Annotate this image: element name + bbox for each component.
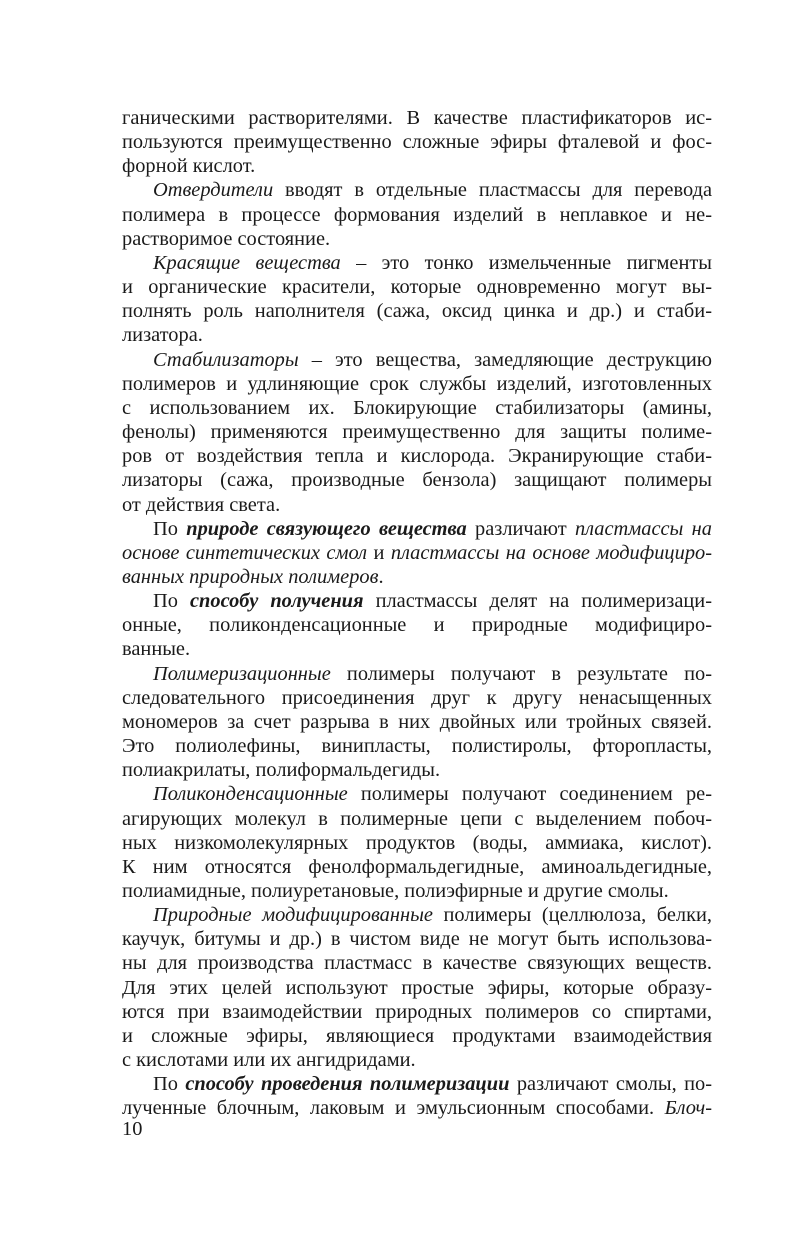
text-run: онные, поликонденсационные и природные модифициро- (122, 614, 712, 637)
text-run: различают (466, 517, 575, 540)
text-line (122, 686, 712, 710)
text-run: – это тонко измельченные пигменты (340, 251, 712, 274)
text-run: полимеры получают соединением ре- (347, 783, 712, 806)
text-run: По (153, 517, 187, 540)
text-line (122, 468, 712, 492)
text-line (122, 1000, 712, 1024)
text-line (122, 565, 712, 589)
text-run: следовательного присоединения друг к другу ненасыщенных (122, 686, 712, 709)
page-body-text (122, 106, 712, 1121)
text-run: Это полиолефины, винипласты, полистиролы, фторопласты, (122, 735, 712, 758)
text-run: мономеров за счет разрыва в них двойных или тройных связей. (122, 710, 712, 733)
text-run: ганическими растворителями. В качестве пластификаторов ис- (122, 107, 712, 129)
text-line (122, 299, 712, 323)
text-run: По (153, 590, 190, 613)
text-run: Для этих целей используют простые эфиры, которые образу- (122, 976, 712, 999)
text-run: По (153, 1073, 186, 1096)
italic-term: Полимеризационные (153, 662, 331, 685)
text-line (122, 227, 712, 251)
text-run: лученные блочным, лаковым и эмульсионным способами. (122, 1097, 665, 1120)
text-line (122, 372, 712, 396)
text-run: ванные. (122, 638, 191, 661)
text-run: форной кислот. (122, 155, 256, 178)
text-run: . (378, 565, 384, 588)
text-line (122, 130, 712, 154)
text-run: и сложные эфиры, являющиеся продуктами взаимодействия (122, 1024, 712, 1047)
text-line (122, 807, 712, 831)
text-line (122, 613, 712, 637)
text-line (122, 927, 712, 951)
text-run: растворимое состояние. (122, 227, 331, 250)
text-line (122, 831, 712, 855)
text-run: – это вещества, замедляющие деструкцию (298, 348, 712, 371)
text-line (122, 662, 712, 686)
text-line (122, 758, 712, 782)
text-run: лизатора. (122, 324, 203, 347)
text-run: различают смолы, по- (509, 1073, 712, 1096)
italic-term: Блоч- (664, 1097, 712, 1120)
text-run: полиакрилаты, полиформальдегиды. (122, 759, 441, 782)
text-run: агирующих молекул в полимерные цепи с выделением побоч- (122, 807, 712, 830)
text-run: ных низкомолекулярных продуктов (воды, аммиака, кислот). (122, 831, 712, 854)
text-line (122, 855, 712, 879)
text-line (122, 976, 712, 1000)
text-run: от действия света. (122, 493, 281, 516)
italic-term: пластмассы на основе модифициро- (390, 541, 712, 564)
text-line (122, 396, 712, 420)
text-line (122, 154, 712, 178)
text-line (122, 710, 712, 734)
text-line (122, 1024, 712, 1048)
text-line (122, 879, 712, 903)
text-line (122, 1096, 712, 1120)
text-run: и (367, 541, 391, 564)
italic-term: Стабилизаторы (153, 348, 299, 371)
text-line (122, 275, 712, 299)
text-line (122, 951, 712, 975)
text-line (122, 444, 712, 468)
text-run: каучук, битумы и др.) в чистом виде не могут быть использова- (122, 928, 712, 951)
text-run: полимеров и удлиняющие срок службы изделий, изготовленных (122, 372, 712, 395)
bold-italic-term: способу получения (189, 590, 364, 613)
text-line (122, 782, 712, 806)
italic-term: ванных природных полимеров (122, 565, 379, 588)
text-run: вводят в отдельные пластмассы для перевода (273, 179, 712, 202)
text-run: полнять роль наполнителя (сажа, оксид цинка и др.) и стаби- (122, 300, 712, 323)
text-line (122, 203, 712, 227)
text-line (122, 637, 712, 661)
text-line (122, 734, 712, 758)
text-line (122, 903, 712, 927)
text-run: К ним относятся фенолформальдегидные, аминоальдегидные, (122, 855, 712, 878)
text-run: с использованием их. Блокирующие стабилизаторы (амины, (122, 396, 712, 419)
text-run: лизаторы (сажа, производные бензола) защищают полимеры (122, 469, 712, 492)
text-run: полимеры получают в результате по- (330, 662, 712, 685)
text-run: ются при взаимодействии природных полимеров со спиртами, (122, 1000, 712, 1023)
text-line (122, 1072, 712, 1096)
italic-term: пластмассы на (574, 517, 712, 540)
text-run: и органические красители, которые одновременно могут вы- (122, 276, 712, 299)
text-run: пользуются преимущественно сложные эфиры фталевой и фос- (122, 131, 712, 154)
text-line (122, 348, 712, 372)
text-line (122, 493, 712, 517)
italic-term: Красящие вещества (153, 251, 341, 274)
text-run: с кислотами или их ангидридами. (122, 1049, 416, 1072)
italic-term: Поликонденсационные (153, 783, 348, 806)
text-line (122, 251, 712, 275)
text-run: ны для производства пластмасс в качестве связующих веществ. (122, 952, 712, 975)
text-line (122, 541, 712, 565)
italic-term: Отвердители (153, 179, 274, 202)
italic-term: основе синтетических смол (122, 541, 368, 564)
text-run: полиамидные, полиуретановые, полиэфирные и другие смолы. (122, 880, 669, 902)
text-line (122, 106, 712, 130)
italic-term: Природные модифицированные (153, 904, 433, 927)
text-run: ров от воздействия тепла и кислорода. Экранирующие стаби- (122, 445, 712, 468)
text-run: пластмассы делят на полимеризаци- (363, 590, 712, 613)
text-run: полимера в процессе формования изделий в неплавкое и не- (122, 203, 712, 226)
bold-italic-term: природе связующего вещества (186, 517, 467, 540)
text-line (122, 1048, 712, 1072)
text-line (122, 420, 712, 444)
text-line (122, 323, 712, 347)
text-run: фенолы) применяются преимущественно для защиты полиме- (122, 421, 712, 444)
bold-italic-term: способу проведения полимеризации (185, 1073, 510, 1096)
text-run: полимеры (целлюлоза, белки, (432, 904, 712, 927)
text-line (122, 517, 712, 541)
text-line (122, 178, 712, 202)
page-number: 10 (122, 1118, 143, 1140)
text-line (122, 589, 712, 613)
